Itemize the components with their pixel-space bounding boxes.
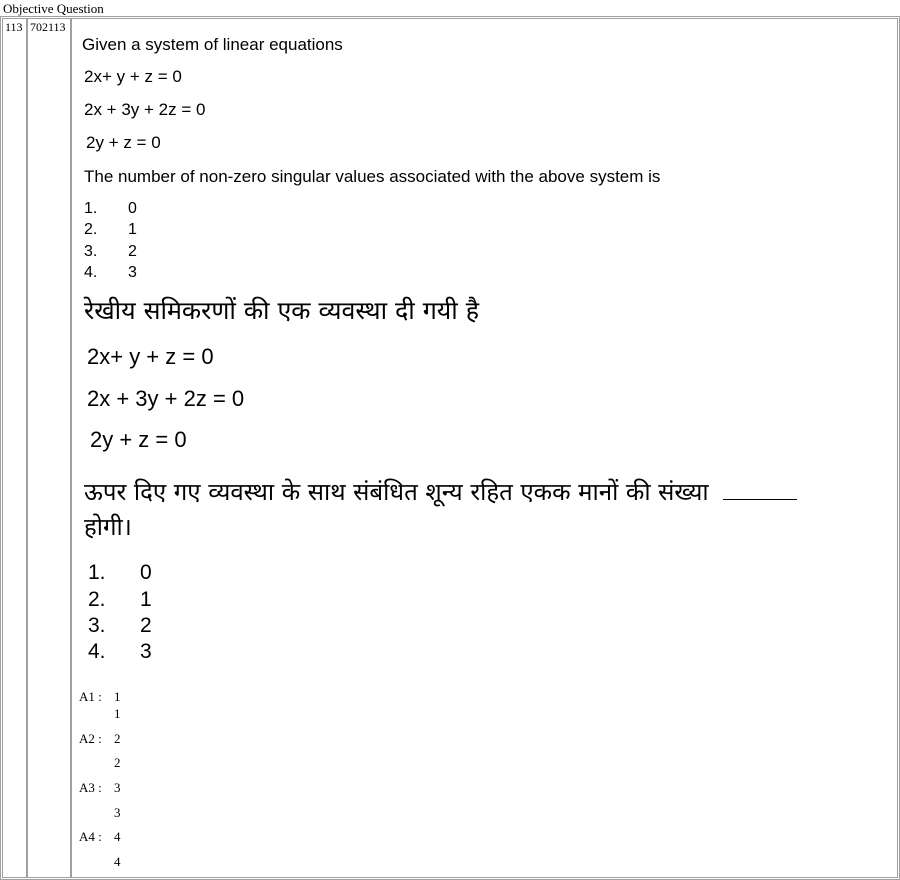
answer-label-1: A1 :	[79, 689, 102, 704]
answer-value-2: 2	[114, 731, 121, 746]
answer-label-4: A4 :	[79, 829, 102, 844]
option-number: 3.	[88, 614, 106, 637]
hindi-option-2	[88, 588, 152, 612]
option-value: 1	[140, 588, 152, 611]
option-value: 0	[140, 561, 152, 584]
hindi-option-3	[88, 614, 152, 638]
answer-value-3-alt: 3	[114, 805, 121, 820]
answer-blank	[723, 499, 797, 500]
option-value: 1	[128, 221, 137, 238]
answer-value-1-alt: 1	[114, 706, 121, 721]
hindi-option-1	[88, 561, 152, 585]
english-option-3	[84, 243, 137, 261]
option-number: 4.	[84, 264, 98, 281]
hindi-prompt-line-1	[84, 475, 797, 508]
question-number: 113	[5, 20, 23, 34]
english-prompt: The number of non-zero singular values associated with the above system is	[84, 167, 661, 186]
english-equation-1: 2x+ y + z = 0	[84, 67, 182, 86]
number-cell	[2, 18, 27, 878]
option-value: 3	[140, 640, 152, 663]
option-value: 2	[128, 243, 137, 260]
hindi-prompt-text: ऊपर दिए गए व्यवस्था के साथ संबंधित शून्य रहित एकक मानों की संख्या	[84, 478, 709, 506]
english-option-2	[84, 221, 137, 239]
hindi-option-4	[88, 640, 152, 664]
hindi-prompt-line-2: होगी।	[84, 513, 132, 541]
hindi-stem: रेखीय समिकरणों की एक व्यवस्था दी गयी है	[84, 296, 479, 325]
english-option-4	[84, 264, 137, 282]
answer-value-4-alt: 4	[114, 854, 121, 869]
english-stem: Given a system of linear equations	[82, 35, 343, 54]
content-cell	[71, 18, 898, 878]
option-number: 2.	[84, 221, 98, 238]
answer-value-4: 4	[114, 829, 121, 844]
answer-label-3: A3 :	[79, 780, 102, 795]
answer-value-1: 1	[114, 689, 121, 704]
section-header: Objective Question	[3, 1, 104, 16]
english-option-1	[84, 200, 137, 218]
option-number: 4.	[88, 640, 106, 663]
id-cell	[27, 18, 71, 878]
answer-value-3: 3	[114, 780, 121, 795]
hindi-equation-3: 2y + z = 0	[90, 427, 187, 452]
answer-label-2: A2 :	[79, 731, 102, 746]
question-id: 702113	[30, 20, 66, 34]
hindi-equation-1: 2x+ y + z = 0	[87, 344, 214, 369]
option-value: 2	[140, 614, 152, 637]
answer-value-2-alt: 2	[114, 755, 121, 770]
english-equation-3: 2y + z = 0	[86, 133, 161, 152]
option-value: 0	[128, 200, 137, 217]
english-equation-2: 2x + 3y + 2z = 0	[84, 100, 206, 119]
option-number: 1.	[88, 561, 106, 584]
option-number: 1.	[84, 200, 98, 217]
option-value: 3	[128, 264, 137, 281]
option-number: 3.	[84, 243, 98, 260]
hindi-equation-2: 2x + 3y + 2z = 0	[87, 386, 245, 411]
option-number: 2.	[88, 588, 106, 611]
